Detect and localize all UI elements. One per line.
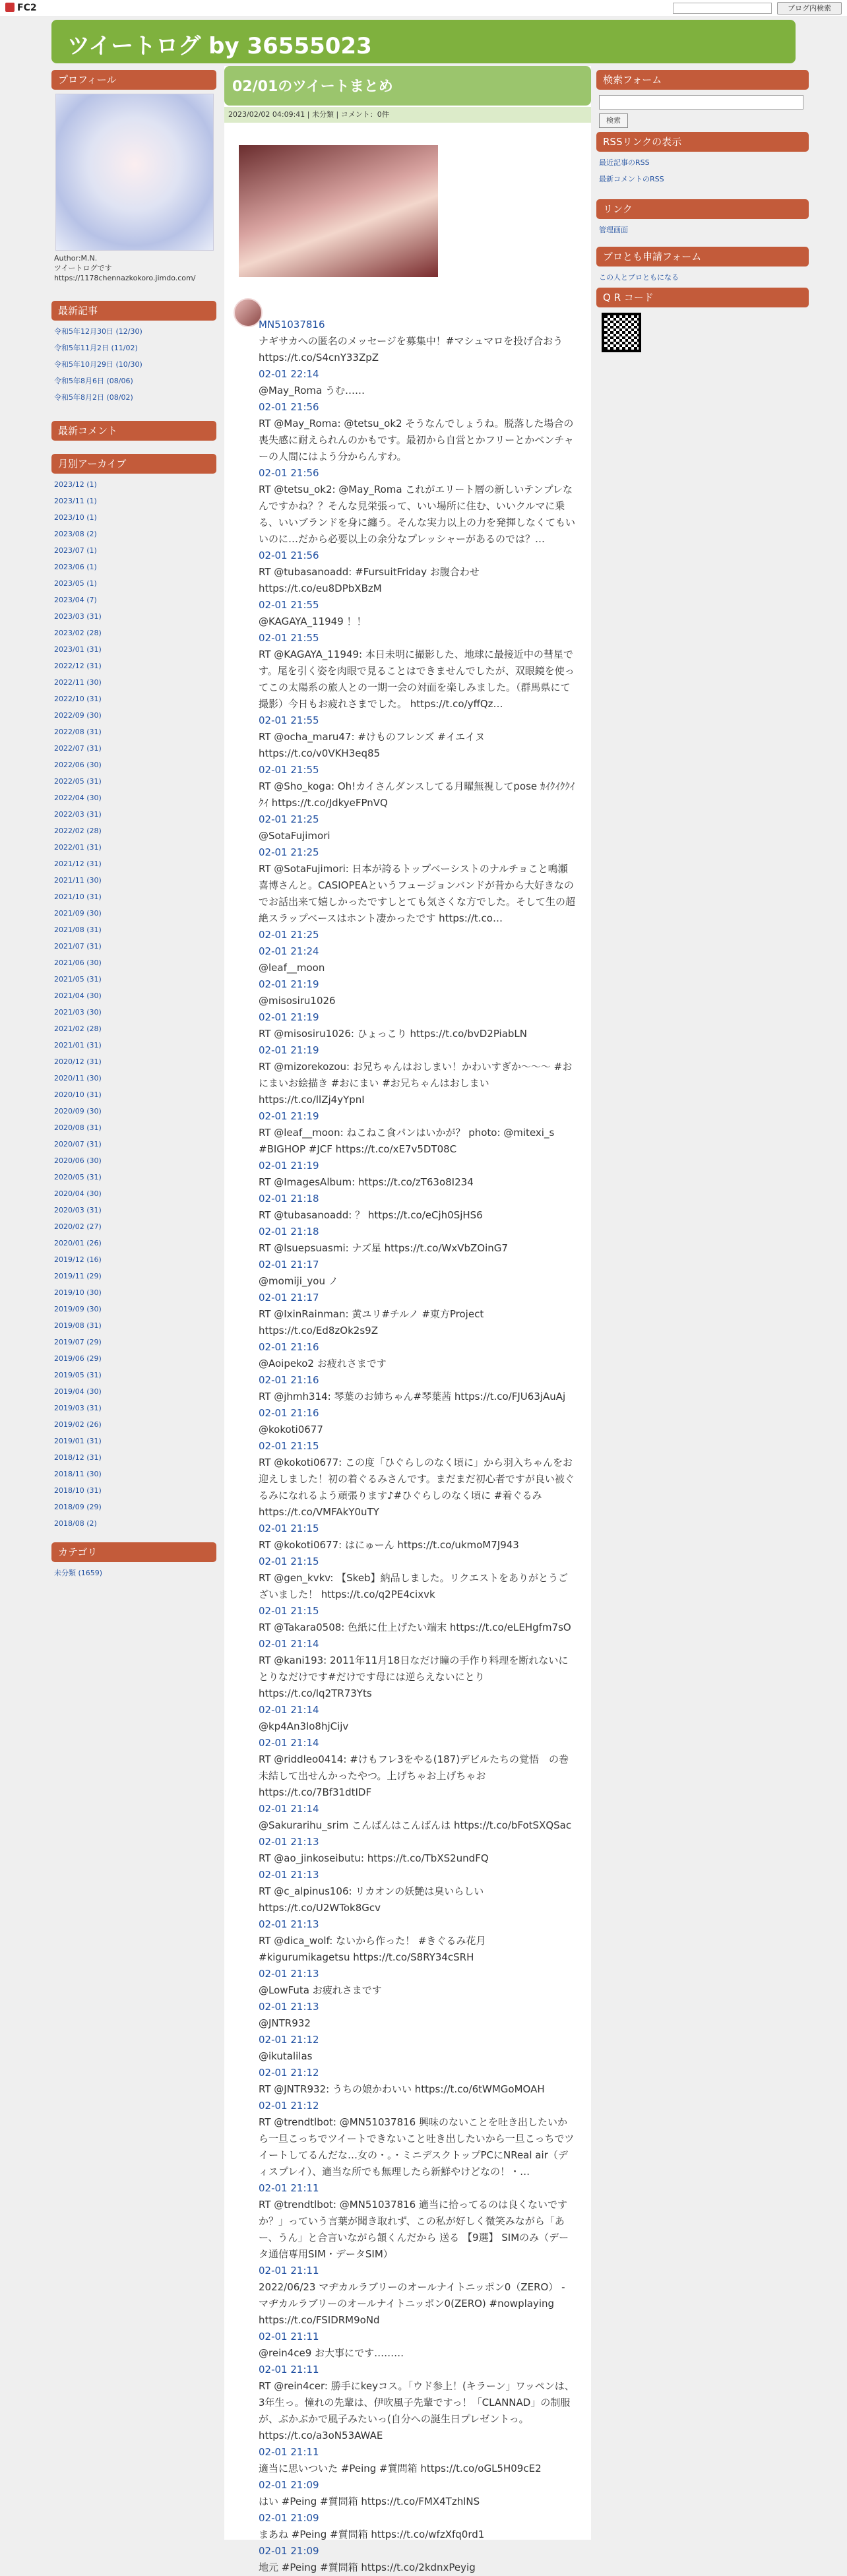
- tweet-timestamp[interactable]: 02-01 21:15: [259, 1523, 319, 1534]
- archive-month-link[interactable]: 2019/10 (30): [54, 1288, 102, 1297]
- tweet-text: RT @kokoti0677: この度「ひぐらしのなく頃に」から羽入ちゃんをお迎えしました！初の着ぐるみさんです。まだまだ初心者ですが良い被ぐるみになれるよう頑張ります♪#ひぐらしのなく頃に #着ぐるみ https://t.co/VMFAkY0uTY: [259, 1457, 575, 1518]
- archive-month-link[interactable]: 2019/06 (29): [54, 1354, 102, 1363]
- archive-month-link[interactable]: 2019/02 (26): [54, 1420, 102, 1429]
- profile-description: ツイートログです: [54, 264, 112, 272]
- tweet-text: まあね #Peing #質問箱 https://t.co/wfzXfq0rd1: [259, 2529, 485, 2540]
- tweet-timestamp[interactable]: 02-01 21:15: [259, 1605, 319, 1617]
- qr-code-icon: [602, 313, 641, 352]
- tweet-text: RT @jhmh314: 琴葉のお姉ちゃん#琴葉茜 https://t.co/FJU63jAuAj: [259, 1391, 566, 1402]
- archive-month-link[interactable]: 2018/08 (2): [54, 1519, 97, 1528]
- tweet-timestamp[interactable]: 02-01 21:13: [259, 1968, 319, 1980]
- tweet-text: RT @trendtlbot: @MN51037816 興味のないことを吐き出したいから一旦こっちでツイートできないこと吐き出したいから一旦こっちでツイートしてるんだな…女の・。・ミニデスクトップPCにNReal air（ディスプレイ）、適当な所でも無理したら新鮮やけどなの！・…: [259, 2116, 575, 2178]
- archive-month-link[interactable]: 2018/12 (31): [54, 1453, 102, 1462]
- archive-month-link[interactable]: 2021/11 (30): [54, 876, 102, 885]
- tweet-text: @May_Roma うむ……: [259, 385, 365, 396]
- archive-month-link[interactable]: 2021/03 (30): [54, 1008, 102, 1017]
- friend-request-list: [596, 267, 809, 286]
- tweet-timestamp[interactable]: 02-01 21:14: [259, 1704, 319, 1716]
- recent-entry-link[interactable]: 令和5年11月2日 (11/02): [54, 344, 138, 352]
- archive-month-link[interactable]: 2023/05 (1): [54, 579, 97, 588]
- archive-month-link[interactable]: 2022/09 (30): [54, 711, 102, 720]
- tweet-text: RT @JNTR932: うちの娘かわいい https://t.co/6tWMGoMOAH: [259, 2083, 545, 2095]
- tweet-text: @leaf__moon: [259, 962, 325, 974]
- search-heading: 検索フォーム: [596, 70, 809, 90]
- recent-entries-heading: 最新記事: [51, 301, 216, 321]
- tweet-text: RT @KAGAYA_11949: 本日未明に撮影した、地球に最接近中の彗星です。尾を引く姿を肉眼で見ることはできませんでしたが、双眼鏡を使ってこの太陽系の旅人との一期一会の対面を楽しみました。（群馬県にて撮影）今日もお疲れさまでした。 https://t.co/yffQz…: [259, 648, 575, 710]
- archive-month-link[interactable]: 2018/11 (30): [54, 1470, 102, 1478]
- tweet-timestamp[interactable]: 02-01 21:12: [259, 2067, 319, 2079]
- friend-request-link[interactable]: この人とブロともになる: [599, 273, 679, 282]
- tweet-text: RT @May_Roma: @tetsu_ok2 そうなんでしょうね。脱落した場合の喪失感に耐えられんのかもです。最初から自営とかフリーとかベンチャーの人間にはよう分からんすわ。: [259, 418, 574, 462]
- tweet-timestamp[interactable]: 02-01 21:16: [259, 1341, 319, 1353]
- qr-heading: Q R コード: [596, 288, 809, 307]
- archive-month-link[interactable]: 2023/02 (28): [54, 629, 102, 637]
- archive-month-link[interactable]: 2018/09 (29): [54, 1503, 102, 1511]
- tweet-timestamp[interactable]: 02-01 22:14: [259, 368, 319, 380]
- archive-month-link[interactable]: 2021/02 (28): [54, 1024, 102, 1033]
- tweet-text: RT @ao_jinkoseibutu: https://t.co/TbXS2undFQ: [259, 1852, 489, 1864]
- archive-month-link[interactable]: 2022/08 (31): [54, 728, 102, 736]
- profile-author: Author:M.N.: [54, 254, 98, 263]
- archive-month-link[interactable]: 2021/04 (30): [54, 991, 102, 1000]
- tweet-timestamp[interactable]: 02-01 21:16: [259, 1374, 319, 1386]
- tweet-text: MN51037816: [259, 319, 325, 330]
- archive-month-link[interactable]: 2019/01 (31): [54, 1437, 102, 1445]
- archive-month-link[interactable]: 2021/08 (31): [54, 926, 102, 934]
- archive-month-link[interactable]: 2021/12 (31): [54, 860, 102, 868]
- blog-search-button[interactable]: ブログ内検索: [777, 2, 842, 15]
- tweet-timestamp[interactable]: 02-01 21:19: [259, 1011, 319, 1023]
- archive-month-link[interactable]: 2019/03 (31): [54, 1404, 102, 1412]
- tweet-timestamp[interactable]: 02-01 21:56: [259, 550, 319, 561]
- tweet-timestamp[interactable]: 02-01 21:17: [259, 1259, 319, 1271]
- tweet-text: @kokoti0677: [259, 1424, 323, 1435]
- tweet-timestamp[interactable]: 02-01 21:13: [259, 2001, 319, 2013]
- tweet-timestamp[interactable]: 02-01 21:13: [259, 1869, 319, 1881]
- tweet-text: RT @misosiru1026: ひょっこり https://t.co/bvD2PiabLN: [259, 1028, 528, 1040]
- tweet-text: @Sakurarihu_srim こんばんはこんばんは https://t.co/bFotSXQSac: [259, 1819, 572, 1831]
- friend-request-heading: ブロとも申請フォーム: [596, 247, 809, 267]
- category-heading: カテゴリ: [51, 1542, 216, 1562]
- archive-month-link[interactable]: 2021/05 (31): [54, 975, 102, 984]
- archive-month-link[interactable]: 2022/12 (31): [54, 662, 102, 670]
- profile-heading: プロフィール: [51, 70, 216, 90]
- tweet-timestamp[interactable]: 02-01 21:15: [259, 1440, 319, 1452]
- search-button[interactable]: 検索: [599, 113, 628, 128]
- profile-url: https://1178chennazkokoro.jimdo.com/: [54, 274, 196, 282]
- tweet-timestamp[interactable]: 02-01 21:13: [259, 1918, 319, 1930]
- search-section: [596, 70, 809, 128]
- tweet-text: ナギサカへの匿名のメッセージを募集中！#マシュマロを投げ合おう https://t.co/S4cnY33ZpZ: [259, 335, 563, 363]
- archive-month-link[interactable]: 2019/12 (16): [54, 1255, 102, 1264]
- tweet-timestamp[interactable]: 02-01 21:25: [259, 846, 319, 858]
- tweet-text: RT @c_alpinus106: リカオンの妖艶は臭いらしい https://t.co/U2WTok8Gcv: [259, 1885, 484, 1914]
- recent-entries-list: [51, 321, 216, 406]
- tweet-text: @Aoipeko2 お疲れさまです: [259, 1358, 387, 1369]
- archive-month-link[interactable]: 2019/11 (29): [54, 1272, 102, 1280]
- archive-month-link[interactable]: 2018/10 (31): [54, 1486, 102, 1495]
- tweet-text: 2022/06/23 マヂカルラブリーのオールナイトニッポン0（ZERO） - マヂカルラブリーのオールナイトニッポン0(ZERO) #nowplaying https://t.co/FSIDRM9oNd: [259, 2281, 565, 2326]
- tweet-timestamp[interactable]: 02-01 21:55: [259, 714, 319, 726]
- tweet-timestamp[interactable]: 02-01 21:11: [259, 2182, 319, 2194]
- archive-month-link[interactable]: 2020/06 (30): [54, 1156, 102, 1165]
- tweet-text: @kp4An3lo8hjCijv: [259, 1720, 349, 1732]
- tweet-text: RT @kokoti0677: はにゅーん https://t.co/ukmoM7J943: [259, 1539, 519, 1551]
- archive-month-link[interactable]: 2022/04 (30): [54, 794, 102, 802]
- archive-month-link[interactable]: 2019/09 (30): [54, 1305, 102, 1313]
- tweet-text: RT @SotaFujimori: 日本が誇るトップベーシストのナルチョこと鳴瀬喜博さんと。CASIOPEAというフュージョンバンドが昔から大好きなのでお話出来て嬉しかったですしとても気さくな方でした。そして生の超絶スラップベースはホント凄かったです https://t.co…: [259, 863, 576, 924]
- archive-month-link[interactable]: 2021/06 (30): [54, 958, 102, 967]
- tweet-text: RT @ocha_maru47: #けものフレンズ #イエイヌ https://t.co/v0VKH3eq85: [259, 731, 486, 759]
- tweet-timestamp[interactable]: 02-01 21:09: [259, 2479, 319, 2491]
- tweet-text: RT @ImagesAlbum: https://t.co/zT63o8I234: [259, 1176, 474, 1188]
- links-list: [596, 219, 809, 238]
- tweet-timestamp[interactable]: 02-01 21:55: [259, 599, 319, 611]
- tweet-timestamp[interactable]: 02-01 21:16: [259, 1407, 319, 1419]
- tweet-text: RT @Takara0508: 色紙に仕上げたい端末 https://t.co/eLEHgfm7sO: [259, 1621, 571, 1633]
- monthly-archive-heading: 月別アーカイブ: [51, 454, 216, 474]
- tweet-text: RT @tubasanoadd: #FursuitFriday お腹合わせ https://t.co/eu8DPbXBzM: [259, 566, 480, 594]
- tweet-timestamp[interactable]: 02-01 21:19: [259, 1110, 319, 1122]
- tweet-text: @KAGAYA_11949 ！！: [259, 615, 367, 627]
- tweet-timestamp[interactable]: 02-01 21:19: [259, 978, 319, 990]
- tweet-timestamp[interactable]: 02-01 21:15: [259, 1555, 319, 1567]
- tweet-text: RT @trendtlbot: @MN51037816 適当に拾ってるのは良くないですか？」っていう言葉が聞き取れず、この私が好しく微笑みながら「あー、うん」と合言いながら頷くんだから 送る 【9選】 SIMのみ（データ通信専用SIM・データSIM）: [259, 2199, 569, 2260]
- tweet-timestamp[interactable]: 02-01 21:56: [259, 467, 319, 479]
- archive-month-link[interactable]: 2023/01 (31): [54, 645, 102, 654]
- monthly-archive-list: [51, 474, 216, 1532]
- tweet-timestamp[interactable]: 02-01 21:12: [259, 2100, 319, 2112]
- archive-month-link[interactable]: 2021/01 (31): [54, 1041, 102, 1050]
- tweet-timestamp[interactable]: 02-01 21:18: [259, 1193, 319, 1205]
- blog-search-input[interactable]: [673, 3, 772, 14]
- tweet-text: RT @tetsu_ok2: @May_Roma これがエリート層の新しいテンプレなんですかね？？そんな見栄張って、いい場所に住む、いいクルマに乗る、いいブランドを身に纏う。そんな実力以上の力を発揮しなくてもいいのに…だから必要以上の余分なプレッシャーがあるのでは？…: [259, 484, 576, 545]
- tweet-timestamp[interactable]: 02-01 21:55: [259, 632, 319, 644]
- archive-month-link[interactable]: 2022/02 (28): [54, 827, 102, 835]
- tweet-timestamp[interactable]: 02-01 21:25: [259, 929, 319, 941]
- links-heading: リンク: [596, 199, 809, 219]
- archive-month-link[interactable]: 2021/07 (31): [54, 942, 102, 951]
- tweet-text: @momiji_you ノ: [259, 1275, 338, 1287]
- tweet-text: @SotaFujimori: [259, 830, 330, 842]
- tweet-timestamp[interactable]: 02-01 21:12: [259, 2034, 319, 2046]
- tweet-text: RT @rein4cer: 勝手にkeyコス。「ウド参上！(キラーン」ワッペンは、3年生っ。憧れの先輩は、伊吹風子先輩ですっ！「CLANNAD」の制服が、ぶかぶかで風子みたいっ(自分への誕生日プレゼントっ。 https://t.co/a3oN53AWAE: [259, 2380, 575, 2441]
- tweet-timestamp[interactable]: 02-01 21:55: [259, 764, 319, 776]
- main-content: [224, 66, 591, 2573]
- tweet-timestamp[interactable]: 02-01 21:11: [259, 2265, 319, 2277]
- category-item[interactable]: 未分類 (1659): [54, 1569, 103, 1577]
- rss-heading: RSSリンクの表示: [596, 132, 809, 152]
- profile-avatar: [55, 94, 214, 251]
- recent-entry-link[interactable]: 令和5年10月29日 (10/30): [54, 360, 142, 369]
- tweet-timestamp[interactable]: 02-01 21:13: [259, 1836, 319, 1848]
- archive-month-link[interactable]: 2021/09 (30): [54, 909, 102, 918]
- friend-request-section: [596, 247, 809, 286]
- category-list: [51, 1562, 216, 1581]
- tweet-text: RT @tubasanoadd: ？ https://t.co/eCjh0SjHS6: [259, 1209, 483, 1221]
- archive-month-link[interactable]: 2023/06 (1): [54, 563, 97, 571]
- tweet-text: RT @riddleo0414: #けもフレ3をやる(187)デビルたちの覚悟 の巻 未結して出せんかったやつ。上げちゃお上げちゃお https://t.co/7Bf31dtIDF: [259, 1753, 579, 1798]
- archive-month-link[interactable]: 2022/07 (31): [54, 744, 102, 753]
- tweet-text: @LowFuta お疲れさまです: [259, 1984, 382, 1996]
- archive-month-link[interactable]: 2023/12 (1): [54, 480, 97, 489]
- fc2-logo-text: FC2: [17, 3, 37, 13]
- tweet-text: 適当に思いついた #Peing #質問箱 https://t.co/oGL5H09cE2: [259, 2463, 542, 2474]
- archive-month-link[interactable]: 2020/12 (31): [54, 1057, 102, 1066]
- tweet-timestamp[interactable]: 02-01 21:14: [259, 1737, 319, 1749]
- rss-latest-comments-link[interactable]: 最新コメントのRSS: [599, 175, 664, 183]
- rss-latest-entries-link[interactable]: 最近記事のRSS: [599, 158, 650, 167]
- rss-section: [596, 132, 809, 187]
- entry-title[interactable]: 02/01のツイートまとめ: [232, 79, 393, 95]
- archive-month-link[interactable]: 2020/10 (31): [54, 1090, 102, 1099]
- tweet-timestamp[interactable]: 02-01 21:11: [259, 2331, 319, 2342]
- tweet-text: 地元 #Peing #質問箱 https://t.co/2kdnxPeyig: [259, 2561, 476, 2573]
- tweet-timestamp[interactable]: 02-01 21:09: [259, 2512, 319, 2524]
- archive-month-link[interactable]: 2020/07 (31): [54, 1140, 102, 1148]
- tweet-list: [259, 317, 579, 2576]
- archive-month-link[interactable]: 2020/02 (27): [54, 1222, 102, 1231]
- archive-month-link[interactable]: 2019/08 (31): [54, 1321, 102, 1330]
- fc2-logo[interactable]: [5, 3, 37, 13]
- search-input[interactable]: [599, 95, 803, 110]
- tweet-timestamp[interactable]: 02-01 21:19: [259, 1160, 319, 1172]
- tweet-text: はい #Peing #質問箱 https://t.co/FMX4TzhlNS: [259, 2496, 480, 2507]
- archive-month-link[interactable]: 2022/11 (30): [54, 678, 102, 687]
- tweet-text: RT @dica_wolf: ないから作った！ #きぐるみ花月 #kigurumikagetsu https://t.co/S8RY34cSRH: [259, 1935, 486, 1963]
- archive-month-link[interactable]: 2020/09 (30): [54, 1107, 102, 1115]
- entry-meta: 2023/02/02 04:09:41 | 未分類 | コメント：0件: [224, 107, 591, 123]
- tweet-text: RT @IxinRainman: 黄ユリ#チルノ #東方Project https://t.co/Ed8zOk2s9Z: [259, 1308, 484, 1336]
- recent-entry-link[interactable]: 令和5年8月2日 (08/02): [54, 393, 133, 402]
- archive-month-link[interactable]: 2022/01 (31): [54, 843, 102, 852]
- tweet-text: RT @gen_kvkv: 【Skeb】納品しました。リクエストをありがとうございました！ https://t.co/q2PE4cixvk: [259, 1572, 568, 1600]
- monthly-archive-section: [51, 454, 216, 1532]
- profile-section: [51, 70, 216, 283]
- archive-month-link[interactable]: 2020/04 (30): [54, 1189, 102, 1198]
- tweet-text: @rein4ce9 お大事にです………: [259, 2347, 404, 2359]
- tweet-timestamp[interactable]: 02-01 21:19: [259, 1044, 319, 1056]
- archive-month-link[interactable]: 2019/04 (30): [54, 1387, 102, 1396]
- recent-comments-section: [51, 421, 216, 441]
- tweet-timestamp[interactable]: 02-01 21:56: [259, 401, 319, 413]
- category-section: [51, 1542, 216, 1581]
- tweet-timestamp[interactable]: 02-01 21:11: [259, 2446, 319, 2458]
- tweet-timestamp[interactable]: 02-01 21:14: [259, 1638, 319, 1650]
- archive-month-link[interactable]: 2023/08 (2): [54, 530, 97, 538]
- site-title[interactable]: ツイートログ by 36555023: [67, 33, 372, 59]
- tweet-text: @ikutalilas: [259, 2050, 313, 2062]
- archive-month-link[interactable]: 2020/05 (31): [54, 1173, 102, 1181]
- tweet-text: RT @lsuepsuasmi: ナズ星 https://t.co/WxVbZOinG7: [259, 1242, 508, 1254]
- tweet-timestamp[interactable]: 02-01 21:24: [259, 945, 319, 957]
- archive-month-link[interactable]: 2020/03 (31): [54, 1206, 102, 1214]
- archive-month-link[interactable]: 2023/10 (1): [54, 513, 97, 522]
- rss-list: [596, 152, 809, 187]
- admin-link[interactable]: 管理画面: [599, 226, 628, 234]
- tweet-text: RT @kani193: 2011年11月18日なだけ瞳の手作り料理を断れないにとりなだけです#だけです母には逆らえないにとり https://t.co/lq2TR73Yts: [259, 1654, 569, 1699]
- tweet-timestamp[interactable]: 02-01 21:17: [259, 1292, 319, 1304]
- fc2-logo-icon: [5, 3, 15, 12]
- entry-image[interactable]: [239, 145, 438, 277]
- recent-entry-link[interactable]: 令和5年8月6日 (08/06): [54, 377, 133, 385]
- tweet-text: RT @mizorekozou: お兄ちゃんはおしまい！かわいすぎか〜〜〜 #おにまいお絵描き #おにまい #お兄ちゃんはおしまい https://t.co/llZj4yYpnI: [259, 1061, 573, 1106]
- tweet-timestamp[interactable]: 02-01 21:14: [259, 1803, 319, 1815]
- links-section: [596, 199, 809, 238]
- archive-month-link[interactable]: 2021/10 (31): [54, 893, 102, 901]
- archive-month-link[interactable]: 2023/11 (1): [54, 497, 97, 505]
- tweet-text: RT @leaf__moon: ねこねこ食パンはいかが？ photo: @mitexi_s #BIGHOP #JCF https://t.co/xE7v5DT08C: [259, 1127, 555, 1155]
- fc2-toolbar: [0, 0, 847, 17]
- archive-month-link[interactable]: 2022/10 (31): [54, 695, 102, 703]
- recent-comments-heading: 最新コメント: [51, 421, 216, 441]
- archive-month-link[interactable]: 2023/07 (1): [54, 546, 97, 555]
- archive-month-link[interactable]: 2023/03 (31): [54, 612, 102, 621]
- archive-month-link[interactable]: 2019/07 (29): [54, 1338, 102, 1346]
- tweet-timestamp[interactable]: 02-01 21:11: [259, 2364, 319, 2375]
- tweet-timestamp[interactable]: 02-01 21:09: [259, 2545, 319, 2557]
- archive-month-link[interactable]: 2020/08 (31): [54, 1123, 102, 1132]
- archive-month-link[interactable]: 2022/06 (30): [54, 761, 102, 769]
- tweet-text: @JNTR932: [259, 2017, 311, 2029]
- qr-section: [596, 288, 809, 352]
- tweet-text: RT @Sho_koga: Oh!カイさんダンスしてる月曜無視してpose ｶｲｸｲｸｸｲｸｲ https://t.co/JdkyeFPnVQ: [259, 780, 575, 809]
- recent-entry-link[interactable]: 令和5年12月30日 (12/30): [54, 327, 142, 336]
- archive-month-link[interactable]: 2020/01 (26): [54, 1239, 102, 1247]
- archive-month-link[interactable]: 2019/05 (31): [54, 1371, 102, 1379]
- archive-month-link[interactable]: 2023/04 (7): [54, 596, 97, 604]
- site-header: [51, 20, 796, 63]
- archive-month-link[interactable]: 2022/03 (31): [54, 810, 102, 819]
- tweet-text: @misosiru1026: [259, 995, 336, 1007]
- entry-header: [224, 66, 591, 106]
- recent-entries-section: [51, 301, 216, 406]
- tweet-timestamp[interactable]: 02-01 21:18: [259, 1226, 319, 1238]
- archive-month-link[interactable]: 2022/05 (31): [54, 777, 102, 786]
- archive-month-link[interactable]: 2020/11 (30): [54, 1074, 102, 1083]
- tweet-timestamp[interactable]: 02-01 21:25: [259, 813, 319, 825]
